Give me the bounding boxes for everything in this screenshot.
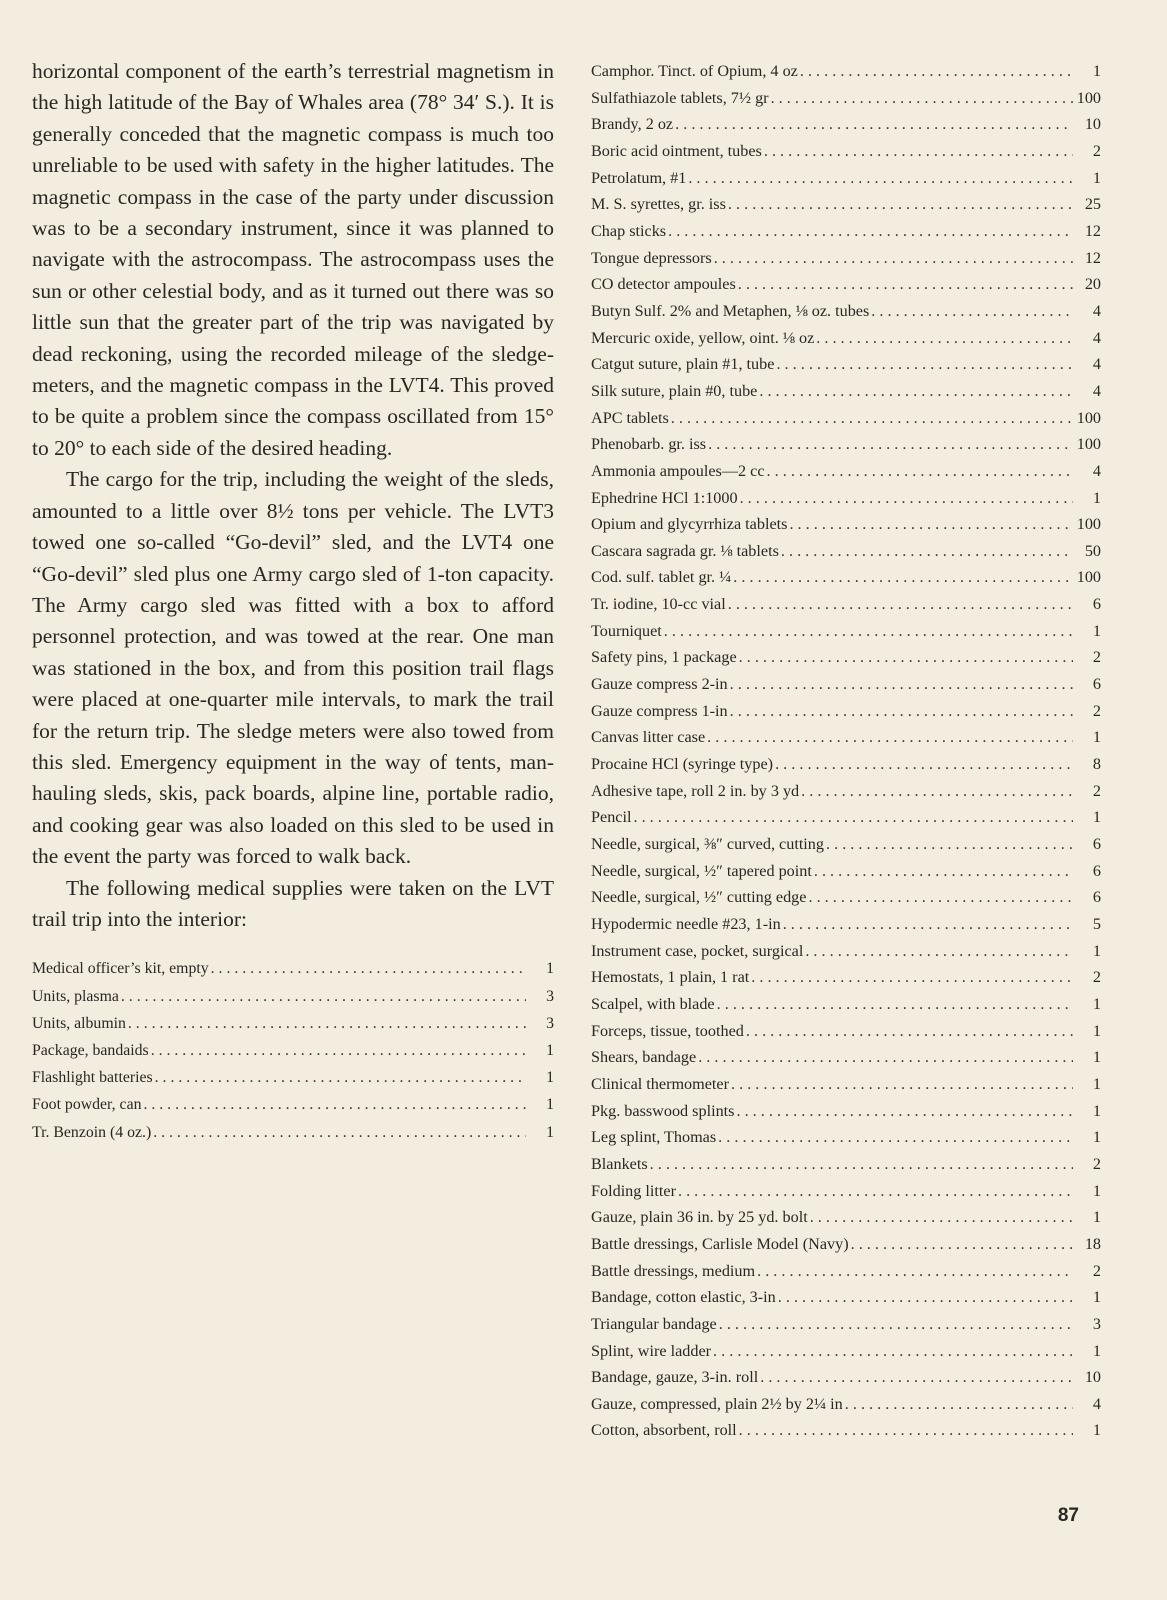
dot-leader: [730, 671, 1073, 698]
item-quantity: 2: [1092, 648, 1101, 667]
item-quantity: 1: [1092, 808, 1101, 827]
list-item: [591, 831, 1101, 858]
item-quantity: 3: [1092, 1314, 1101, 1333]
list-item: [591, 325, 1101, 352]
item-quantity: 1: [1092, 1341, 1101, 1360]
body-paragraph-2: The cargo for the trip, including the weight of the sleds, amounted to a little over 8½ tons per vehicle. The LVT3 towed one so-called “Go-devil” sled, and the LVT4 one “Go-devil” sled plus one Army cargo sled of 1-ton capacity. The Army cargo sled was fitted with a box to afford personnel protection, and was towed at the rear. One man was stationed in the box, and from this position trail flags were placed at one-quarter mile intervals, to mark the trail for the return trip. The sledge meters were also towed from this sled. Emergency equipment in the way of tents, man-hauling sleds, skis, pack boards, alpine line, portable radio, and cooking gear was also loaded on this sled to be used in the event the party was forced to walk back.: [32, 467, 554, 869]
item-quantity: 10: [1084, 115, 1101, 134]
item-quantity: 1: [1092, 1021, 1101, 1040]
item-name: Cascara sagrada gr. ⅛ tablets: [591, 541, 779, 560]
list-item: [591, 458, 1101, 485]
dot-leader: [751, 964, 1073, 991]
item-name: Ephedrine HCl 1:1000: [591, 488, 738, 507]
item-name: Instrument case, pocket, surgical: [591, 941, 804, 960]
list-item: [591, 405, 1101, 432]
item-name: Leg splint, Thomas: [591, 1128, 717, 1147]
dot-leader: [783, 911, 1073, 938]
item-quantity: 4: [1092, 461, 1101, 480]
item-quantity: 2: [1092, 781, 1101, 800]
item-name: Butyn Sulf. 2% and Metaphen, ⅛ oz. tubes: [591, 301, 870, 320]
item-quantity: 1: [1092, 1208, 1101, 1227]
item-name: Safety pins, 1 package: [591, 648, 737, 667]
item-name: Pkg. basswood splints: [591, 1101, 735, 1120]
list-item: [591, 938, 1101, 965]
item-name: Blankets: [591, 1154, 648, 1173]
list-item: [591, 538, 1101, 565]
item-quantity: 1: [1092, 1181, 1101, 1200]
list-item: [591, 138, 1101, 165]
list-item: [32, 955, 554, 982]
list-item: [591, 564, 1101, 591]
item-quantity: 3: [546, 987, 554, 1005]
item-name: Hypodermic needle #23, 1-in: [591, 915, 781, 933]
item-quantity: 6: [1092, 835, 1101, 854]
item-quantity: 1: [1092, 62, 1101, 80]
item-quantity: 1: [546, 960, 554, 978]
list-item: [591, 1258, 1101, 1285]
dot-leader: [668, 218, 1073, 245]
list-item: [591, 751, 1101, 778]
dot-leader: [143, 1091, 526, 1118]
dot-leader: [128, 1010, 526, 1037]
item-name: Clinical thermometer: [591, 1074, 729, 1093]
list-item: [591, 778, 1101, 805]
dot-leader: [688, 165, 1073, 192]
item-name: Tongue depressors: [591, 248, 712, 267]
right-column: [591, 58, 1101, 1444]
dot-leader: [730, 698, 1073, 725]
dot-leader: [808, 884, 1073, 911]
list-item: [591, 1311, 1101, 1338]
item-quantity: 100: [1076, 408, 1101, 427]
list-item: [591, 1124, 1101, 1151]
item-name: Mercuric oxide, yellow, oint. ⅛ oz: [591, 328, 815, 347]
list-item: [591, 1391, 1101, 1418]
list-item: [591, 884, 1101, 911]
item-quantity: 1: [1092, 1421, 1101, 1440]
item-name: Cotton, absorbent, roll: [591, 1421, 737, 1440]
item-name: Scalpel, with blade: [591, 994, 715, 1013]
item-quantity: 4: [1092, 355, 1101, 374]
dot-leader: [740, 485, 1073, 512]
body-paragraph-3: The following medical supplies were taken on the LVT trail trip into the interior:: [32, 875, 554, 931]
dot-leader: [801, 778, 1073, 805]
item-quantity: 4: [1092, 381, 1101, 400]
dot-leader: [121, 983, 526, 1010]
item-quantity: 18: [1084, 1234, 1101, 1253]
dot-leader: [767, 458, 1073, 485]
item-name: CO detector ampoules: [591, 275, 736, 294]
item-quantity: 1: [1092, 621, 1101, 640]
list-item: [591, 191, 1101, 218]
list-item: [591, 1178, 1101, 1205]
dot-leader: [760, 1364, 1073, 1391]
item-quantity: 12: [1084, 248, 1101, 267]
dot-leader: [736, 1098, 1073, 1125]
dot-leader: [733, 564, 1072, 591]
dot-leader: [757, 1258, 1073, 1285]
item-quantity: 1: [1092, 1048, 1101, 1067]
list-item: [32, 983, 554, 1010]
item-quantity: 1: [1092, 1288, 1101, 1307]
list-item: [32, 1010, 554, 1037]
list-item: [591, 431, 1101, 458]
list-item: [591, 1204, 1101, 1231]
item-name: Units, albumin: [32, 1014, 126, 1032]
item-name: Pencil: [591, 808, 632, 827]
list-item: [591, 1151, 1101, 1178]
list-item: [591, 485, 1101, 512]
list-item: [591, 698, 1101, 725]
dot-leader: [816, 325, 1073, 352]
dot-leader: [805, 938, 1073, 965]
dot-leader: [698, 1044, 1073, 1071]
item-quantity: 4: [1092, 1394, 1101, 1413]
dot-leader: [746, 1018, 1073, 1045]
list-item: [32, 1064, 554, 1091]
list-item: [591, 111, 1101, 138]
item-name: Units, plasma: [32, 987, 119, 1005]
dot-leader: [713, 1338, 1073, 1365]
item-name: Procaine HCl (syringe type): [591, 755, 774, 774]
item-quantity: 3: [546, 1014, 554, 1032]
dot-leader: [671, 405, 1073, 432]
list-item: [591, 964, 1101, 991]
item-name: Tr. iodine, 10-cc vial: [591, 595, 726, 614]
list-item: [591, 1044, 1101, 1071]
item-name: Gauze compress 2-in: [591, 675, 728, 694]
item-quantity: 50: [1084, 541, 1101, 560]
list-item: [591, 511, 1101, 538]
list-item: [591, 351, 1101, 378]
item-name: APC tablets: [591, 408, 669, 427]
list-item: [591, 1338, 1101, 1365]
dot-leader: [778, 1284, 1073, 1311]
item-name: Phenobarb. gr. iss: [591, 435, 707, 454]
item-name: Battle dressings, Carlisle Model (Navy): [591, 1234, 849, 1253]
item-quantity: 2: [1092, 701, 1101, 720]
dot-leader: [155, 1064, 526, 1091]
item-quantity: 12: [1084, 221, 1101, 240]
item-name: Tr. Benzoin (4 oz.): [32, 1123, 152, 1141]
item-quantity: 10: [1084, 1368, 1101, 1387]
medical-supplies-list-left: [32, 955, 554, 1145]
dot-leader: [771, 85, 1073, 112]
list-item: [591, 1231, 1101, 1258]
item-quantity: 2: [1092, 141, 1101, 160]
item-quantity: 5: [1092, 915, 1101, 933]
item-name: Needle, surgical, ½″ cutting edge: [591, 888, 807, 907]
dot-leader: [707, 724, 1073, 751]
item-name: Package, bandaids: [32, 1041, 149, 1059]
dot-leader: [633, 804, 1073, 831]
item-quantity: 1: [1092, 941, 1101, 960]
list-item: [591, 1018, 1101, 1045]
list-item: [591, 991, 1101, 1018]
medical-supplies-list-right: [591, 58, 1101, 1444]
dot-leader: [738, 271, 1073, 298]
dot-leader: [739, 644, 1073, 671]
dot-leader: [775, 751, 1073, 778]
item-quantity: 2: [1092, 1154, 1101, 1173]
item-name: Tourniquet: [591, 621, 662, 640]
list-item: [591, 1417, 1101, 1444]
list-item: [591, 85, 1101, 112]
list-item: [591, 245, 1101, 272]
dot-leader: [717, 991, 1073, 1018]
dot-leader: [781, 538, 1073, 565]
list-item: [591, 1098, 1101, 1125]
item-name: Cod. sulf. tablet gr. ¼: [591, 568, 732, 587]
list-item: [591, 165, 1101, 192]
item-quantity: 1: [1092, 1128, 1101, 1147]
dot-leader: [759, 378, 1073, 405]
list-item: [591, 804, 1101, 831]
dot-leader: [845, 1391, 1073, 1418]
list-item: [591, 218, 1101, 245]
dot-leader: [714, 245, 1073, 272]
list-item: [591, 378, 1101, 405]
item-name: Flashlight batteries: [32, 1069, 153, 1087]
item-name: Boric acid ointment, tubes: [591, 141, 762, 160]
item-name: Medical officer’s kit, empty: [32, 960, 209, 978]
dot-leader: [718, 1124, 1073, 1151]
list-item: [591, 671, 1101, 698]
item-quantity: 6: [1092, 675, 1101, 694]
dot-leader: [826, 831, 1073, 858]
list-item: [32, 1119, 554, 1146]
body-paragraph-1: horizontal component of the earth’s terrestrial magnetism in the high latitude of the Bay of Whales area (78° 34′ S.). It is generally conceded that the magnetic compass is much too unreliable to be used with safety in the higher latitudes. The magnetic compass in the case of the party under discussion was to be a secondary instrument, since it was planned to navigate with the astrocompass. The astrocompass uses the sun or other celestial body, and as it turned out there was so little sun that the greater part of the trip was navigated by dead reckoning, using the recorded mileage of the sledge-meters, and the magnetic compass in the LVT4. This proved to be quite a problem since the compass oscillated from 15° to 20° to each side of the desired heading.: [32, 59, 554, 460]
item-quantity: 1: [546, 1041, 554, 1059]
item-quantity: 20: [1084, 275, 1101, 294]
list-item: [32, 1091, 554, 1118]
item-quantity: 4: [1092, 328, 1101, 347]
item-name: Gauze compress 1-in: [591, 701, 728, 720]
item-name: Bandage, cotton elastic, 3-in: [591, 1288, 776, 1307]
item-name: Petrolatum, #1: [591, 168, 687, 187]
item-quantity: 2: [1092, 968, 1101, 987]
item-quantity: 1: [1092, 488, 1101, 507]
dot-leader: [650, 1151, 1073, 1178]
dot-leader: [708, 431, 1073, 458]
list-item: [591, 644, 1101, 671]
item-quantity: 1: [1092, 1074, 1101, 1093]
item-name: Silk suture, plain #0, tube: [591, 381, 758, 400]
dot-leader: [664, 618, 1073, 645]
item-quantity: 100: [1076, 88, 1101, 107]
dot-leader: [810, 1204, 1073, 1231]
dot-leader: [719, 1311, 1073, 1338]
item-quantity: 1: [546, 1123, 554, 1141]
item-quantity: 2: [1092, 1261, 1101, 1280]
item-quantity: 25: [1084, 195, 1101, 214]
item-name: Foot powder, can: [32, 1096, 142, 1114]
item-quantity: 1: [546, 1069, 554, 1087]
dot-leader: [728, 591, 1073, 618]
item-name: Gauze, compressed, plain 2½ by 2¼ in: [591, 1394, 843, 1413]
dot-leader: [776, 351, 1073, 378]
dot-leader: [211, 955, 526, 982]
dot-leader: [151, 1037, 526, 1064]
list-item: [591, 618, 1101, 645]
item-quantity: 8: [1092, 755, 1101, 774]
item-name: Adhesive tape, roll 2 in. by 3 yd: [591, 781, 800, 800]
item-quantity: 1: [1092, 1101, 1101, 1120]
item-quantity: 1: [546, 1096, 554, 1114]
item-name: Sulfathiazole tablets, 7½ gr: [591, 88, 769, 107]
dot-leader: [789, 511, 1072, 538]
dot-leader: [764, 138, 1073, 165]
item-name: Brandy, 2 oz: [591, 115, 674, 134]
item-quantity: 6: [1092, 861, 1101, 880]
item-name: Hemostats, 1 plain, 1 rat: [591, 968, 750, 987]
item-quantity: 1: [1092, 994, 1101, 1013]
item-quantity: 100: [1076, 568, 1101, 587]
item-name: Camphor. Tinct. of Opium, 4 oz: [591, 62, 798, 80]
item-name: Ammonia ampoules—2 cc: [591, 461, 765, 480]
item-name: Needle, surgical, ⅜″ curved, cutting: [591, 835, 824, 854]
dot-leader: [678, 1178, 1073, 1205]
list-item: [591, 1071, 1101, 1098]
list-item: [591, 858, 1101, 885]
list-item: [591, 298, 1101, 325]
dot-leader: [675, 111, 1073, 138]
dot-leader: [851, 1231, 1073, 1258]
item-name: Canvas litter case: [591, 728, 706, 747]
dot-leader: [153, 1119, 526, 1146]
item-name: Shears, bandage: [591, 1048, 697, 1067]
page-number: 87: [1057, 1505, 1079, 1526]
item-quantity: 100: [1076, 435, 1101, 454]
dot-leader: [728, 191, 1073, 218]
list-item: [32, 1037, 554, 1064]
item-name: M. S. syrettes, gr. iss: [591, 195, 726, 214]
item-name: Battle dressings, medium: [591, 1261, 756, 1280]
dot-leader: [814, 858, 1073, 885]
list-item: [591, 591, 1101, 618]
list-item: [591, 271, 1101, 298]
list-item: [591, 58, 1101, 85]
item-quantity: 1: [1092, 728, 1101, 747]
item-name: Gauze, plain 36 in. by 25 yd. bolt: [591, 1208, 808, 1227]
item-quantity: 6: [1092, 595, 1101, 614]
item-name: Forceps, tissue, toothed: [591, 1021, 744, 1040]
dot-leader: [731, 1071, 1073, 1098]
list-item: [591, 911, 1101, 938]
item-name: Chap sticks: [591, 221, 667, 240]
item-name: Triangular bandage: [591, 1314, 717, 1333]
list-item: [591, 1364, 1101, 1391]
list-item: [591, 1284, 1101, 1311]
dot-leader: [871, 298, 1073, 325]
dot-leader: [800, 58, 1073, 85]
item-name: Bandage, gauze, 3-in. roll: [591, 1368, 759, 1387]
item-name: Opium and glycyrrhiza tablets: [591, 515, 788, 534]
item-name: Catgut suture, plain #1, tube: [591, 355, 775, 374]
item-quantity: 6: [1092, 888, 1101, 907]
item-name: Needle, surgical, ½″ tapered point: [591, 861, 812, 880]
item-quantity: 4: [1092, 301, 1101, 320]
item-quantity: 1: [1092, 168, 1101, 187]
dot-leader: [739, 1417, 1073, 1444]
item-name: Splint, wire ladder: [591, 1341, 712, 1360]
left-column: [32, 56, 554, 1146]
item-quantity: 100: [1076, 515, 1101, 534]
item-name: Folding litter: [591, 1181, 676, 1200]
list-item: [591, 724, 1101, 751]
